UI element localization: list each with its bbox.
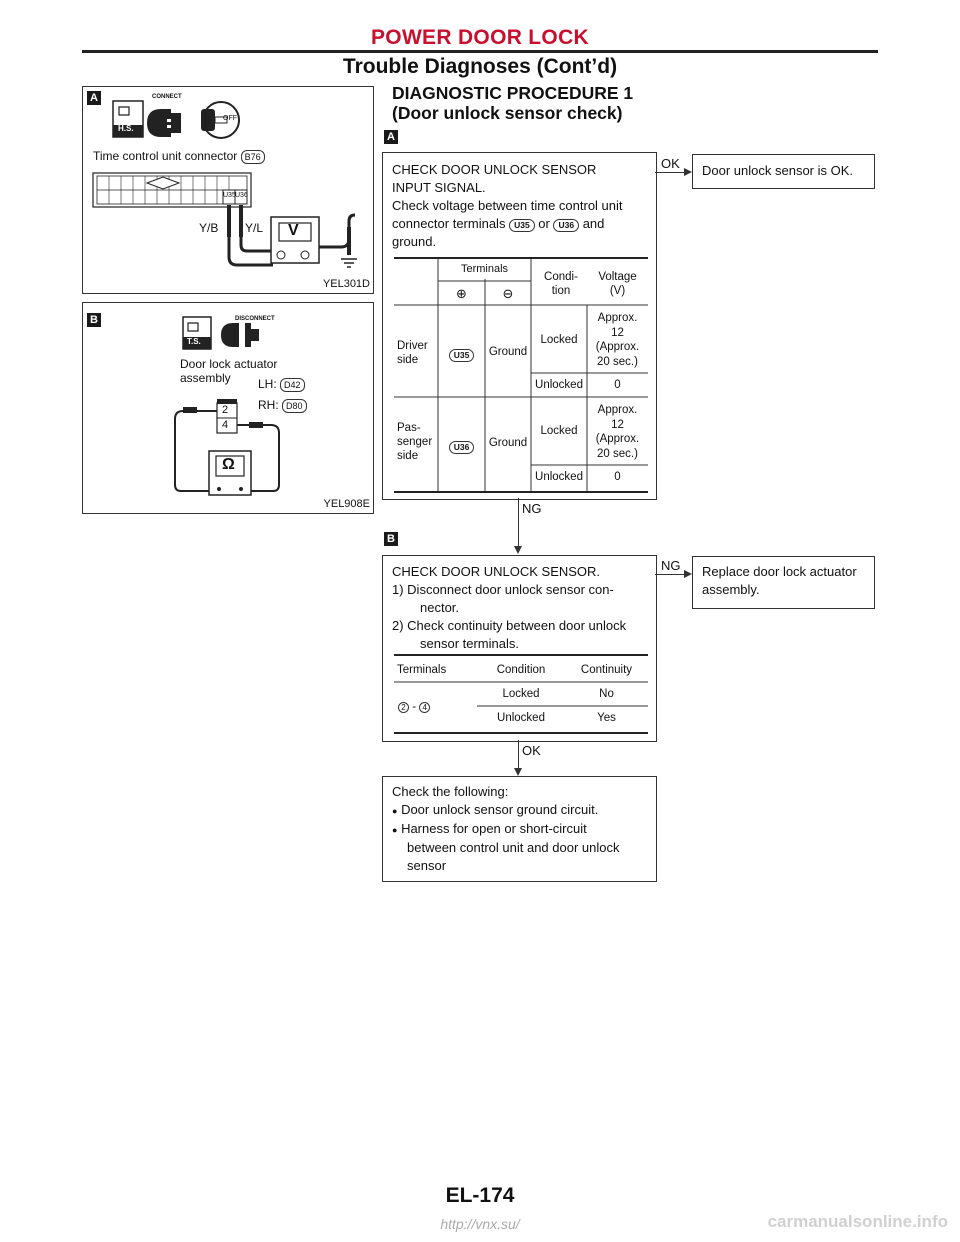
table-a-h-voltage: Voltage (V) <box>598 271 637 297</box>
voltmeter-symbol: V <box>288 222 299 239</box>
hs-label: H.S. <box>118 124 134 133</box>
step-b-ok-arrow <box>514 768 522 776</box>
actuator-caption: Door lock actuator assembly <box>180 357 278 385</box>
watermark: carmanualsonline.info <box>767 1212 948 1231</box>
lh-connector: LH: D42 <box>258 377 305 392</box>
figure-a-badge: A <box>87 91 101 105</box>
procedure-title: DIAGNOSTIC PROCEDURE 1 (Door unlock sensor check) <box>392 83 634 123</box>
figure-a-code: YEL301D <box>322 278 370 290</box>
disconnect-connector-icon <box>221 323 259 347</box>
step-a-text: CHECK DOOR UNLOCK SENSOR INPUT SIGNAL. Check voltage between time control unit connector terminals U35 or U36 and ground. <box>392 162 623 249</box>
table-a-driver-unlocked-voltage: 0 <box>614 379 621 391</box>
figure-b-badge: B <box>87 313 101 327</box>
disconnect-label: DISCONNECT <box>235 316 275 322</box>
table-a-driver-locked-voltage: Approx. 12 (Approx. 20 sec.) <box>595 312 640 368</box>
table-b-terminal-pair: 2 - 4 <box>398 701 430 713</box>
table-a-driver-side: Driver side <box>397 340 428 366</box>
table-b-h-continuity: Continuity <box>580 664 633 676</box>
table-b-h-terminals: Terminals <box>397 664 447 676</box>
table-a-driver-unlocked: Unlocked <box>535 379 583 391</box>
pin-2: 2 <box>222 404 229 416</box>
table-a-passenger-conn: U36 <box>438 437 485 455</box>
table-a-driver-conn: U35 <box>438 345 485 363</box>
table-a-h-minus: ⊖ <box>502 286 514 301</box>
header-rule <box>82 50 878 53</box>
table-b-locked: Locked <box>502 688 540 700</box>
ts-label: T.S. <box>187 337 201 346</box>
step-b-badge: B <box>384 532 398 546</box>
figure-b-code: YEL908E <box>323 498 370 510</box>
step-b-ng-label: NG <box>661 558 681 573</box>
rh-connector: RH: D80 <box>258 398 307 413</box>
table-b-unlocked: Unlocked <box>497 712 545 724</box>
step-a-box <box>382 152 657 500</box>
step-a-ng-arrow <box>514 546 522 554</box>
ohmmeter-symbol: Ω <box>222 456 235 473</box>
ng-result-box: Replace door lock actuator assembly. <box>692 556 875 609</box>
table-a-driver-ground: Ground <box>488 346 528 358</box>
footer-url[interactable]: http://vnx.su/ <box>440 1216 520 1232</box>
wire-right-label: Y/L <box>245 221 264 235</box>
step-b-ok-label: OK <box>522 743 541 758</box>
table-b-unlocked-continuity: Yes <box>597 712 616 724</box>
step-a-ok-arrow <box>684 168 692 176</box>
connector-code-badge: B76 <box>241 150 265 164</box>
connector-grid <box>93 173 251 207</box>
table-b-locked-continuity: No <box>599 688 614 700</box>
table-a-h-plus: ⊕ <box>456 286 467 301</box>
table-a-driver-locked: Locked <box>540 334 578 346</box>
off-label: OFF <box>223 115 237 122</box>
step-a-ng-line <box>518 498 519 546</box>
ok-result-box: Door unlock sensor is OK. <box>692 154 875 189</box>
step-a-badge: A <box>384 130 398 144</box>
step-b-ng-arrow <box>684 570 692 578</box>
page-number: EL-174 <box>445 1184 515 1207</box>
step-b-ok-line <box>518 740 519 768</box>
conn-u35: U35 <box>509 219 535 232</box>
step-a-ok-label: OK <box>661 156 680 171</box>
step-c-box: Check the following: ● Door unlock sensor ground circuit. ● Harness for open or short-circuit between control unit and door unlock sensor <box>382 776 657 882</box>
section-title: POWER DOOR LOCK <box>371 26 589 49</box>
conn-u36: U36 <box>553 219 579 232</box>
step-a-ok-line <box>655 172 685 173</box>
table-a-passenger-unlocked-voltage: 0 <box>614 471 621 483</box>
table-a-passenger-ground: Ground <box>488 437 528 449</box>
pin-u35: U35 <box>223 192 236 199</box>
step-b-box <box>382 555 657 742</box>
figure-b <box>82 302 374 514</box>
table-a-passenger-side: Pas- senger side <box>397 422 433 462</box>
pin-u36: U36 <box>235 192 248 199</box>
step-b-text: CHECK DOOR UNLOCK SENSOR. 1) Disconnect door unlock sensor con- nector. 2) Check continuity between door unlock sensor terminals. <box>392 564 627 651</box>
step-a-ng-label: NG <box>522 501 542 516</box>
connector-icon <box>147 109 181 137</box>
page-subtitle: Trouble Diagnoses (Cont’d) <box>342 55 618 78</box>
table-a-passenger-unlocked: Unlocked <box>535 471 583 483</box>
wire-left-label: Y/B <box>199 221 219 235</box>
table-a-passenger-locked: Locked <box>540 425 578 437</box>
table-a-h-condition: Condi- tion <box>544 271 578 297</box>
figure-a <box>82 86 374 294</box>
table-a-passenger-locked-voltage: Approx. 12 (Approx. 20 sec.) <box>595 404 640 460</box>
table-a-h-terminals: Terminals <box>460 263 509 275</box>
table-b-h-condition: Condition <box>496 664 546 676</box>
connect-label: CONNECT <box>152 94 182 100</box>
pin-4: 4 <box>222 419 229 431</box>
connector-caption: Time control unit connector B76 <box>93 149 265 164</box>
step-b-ng-line <box>655 574 685 575</box>
